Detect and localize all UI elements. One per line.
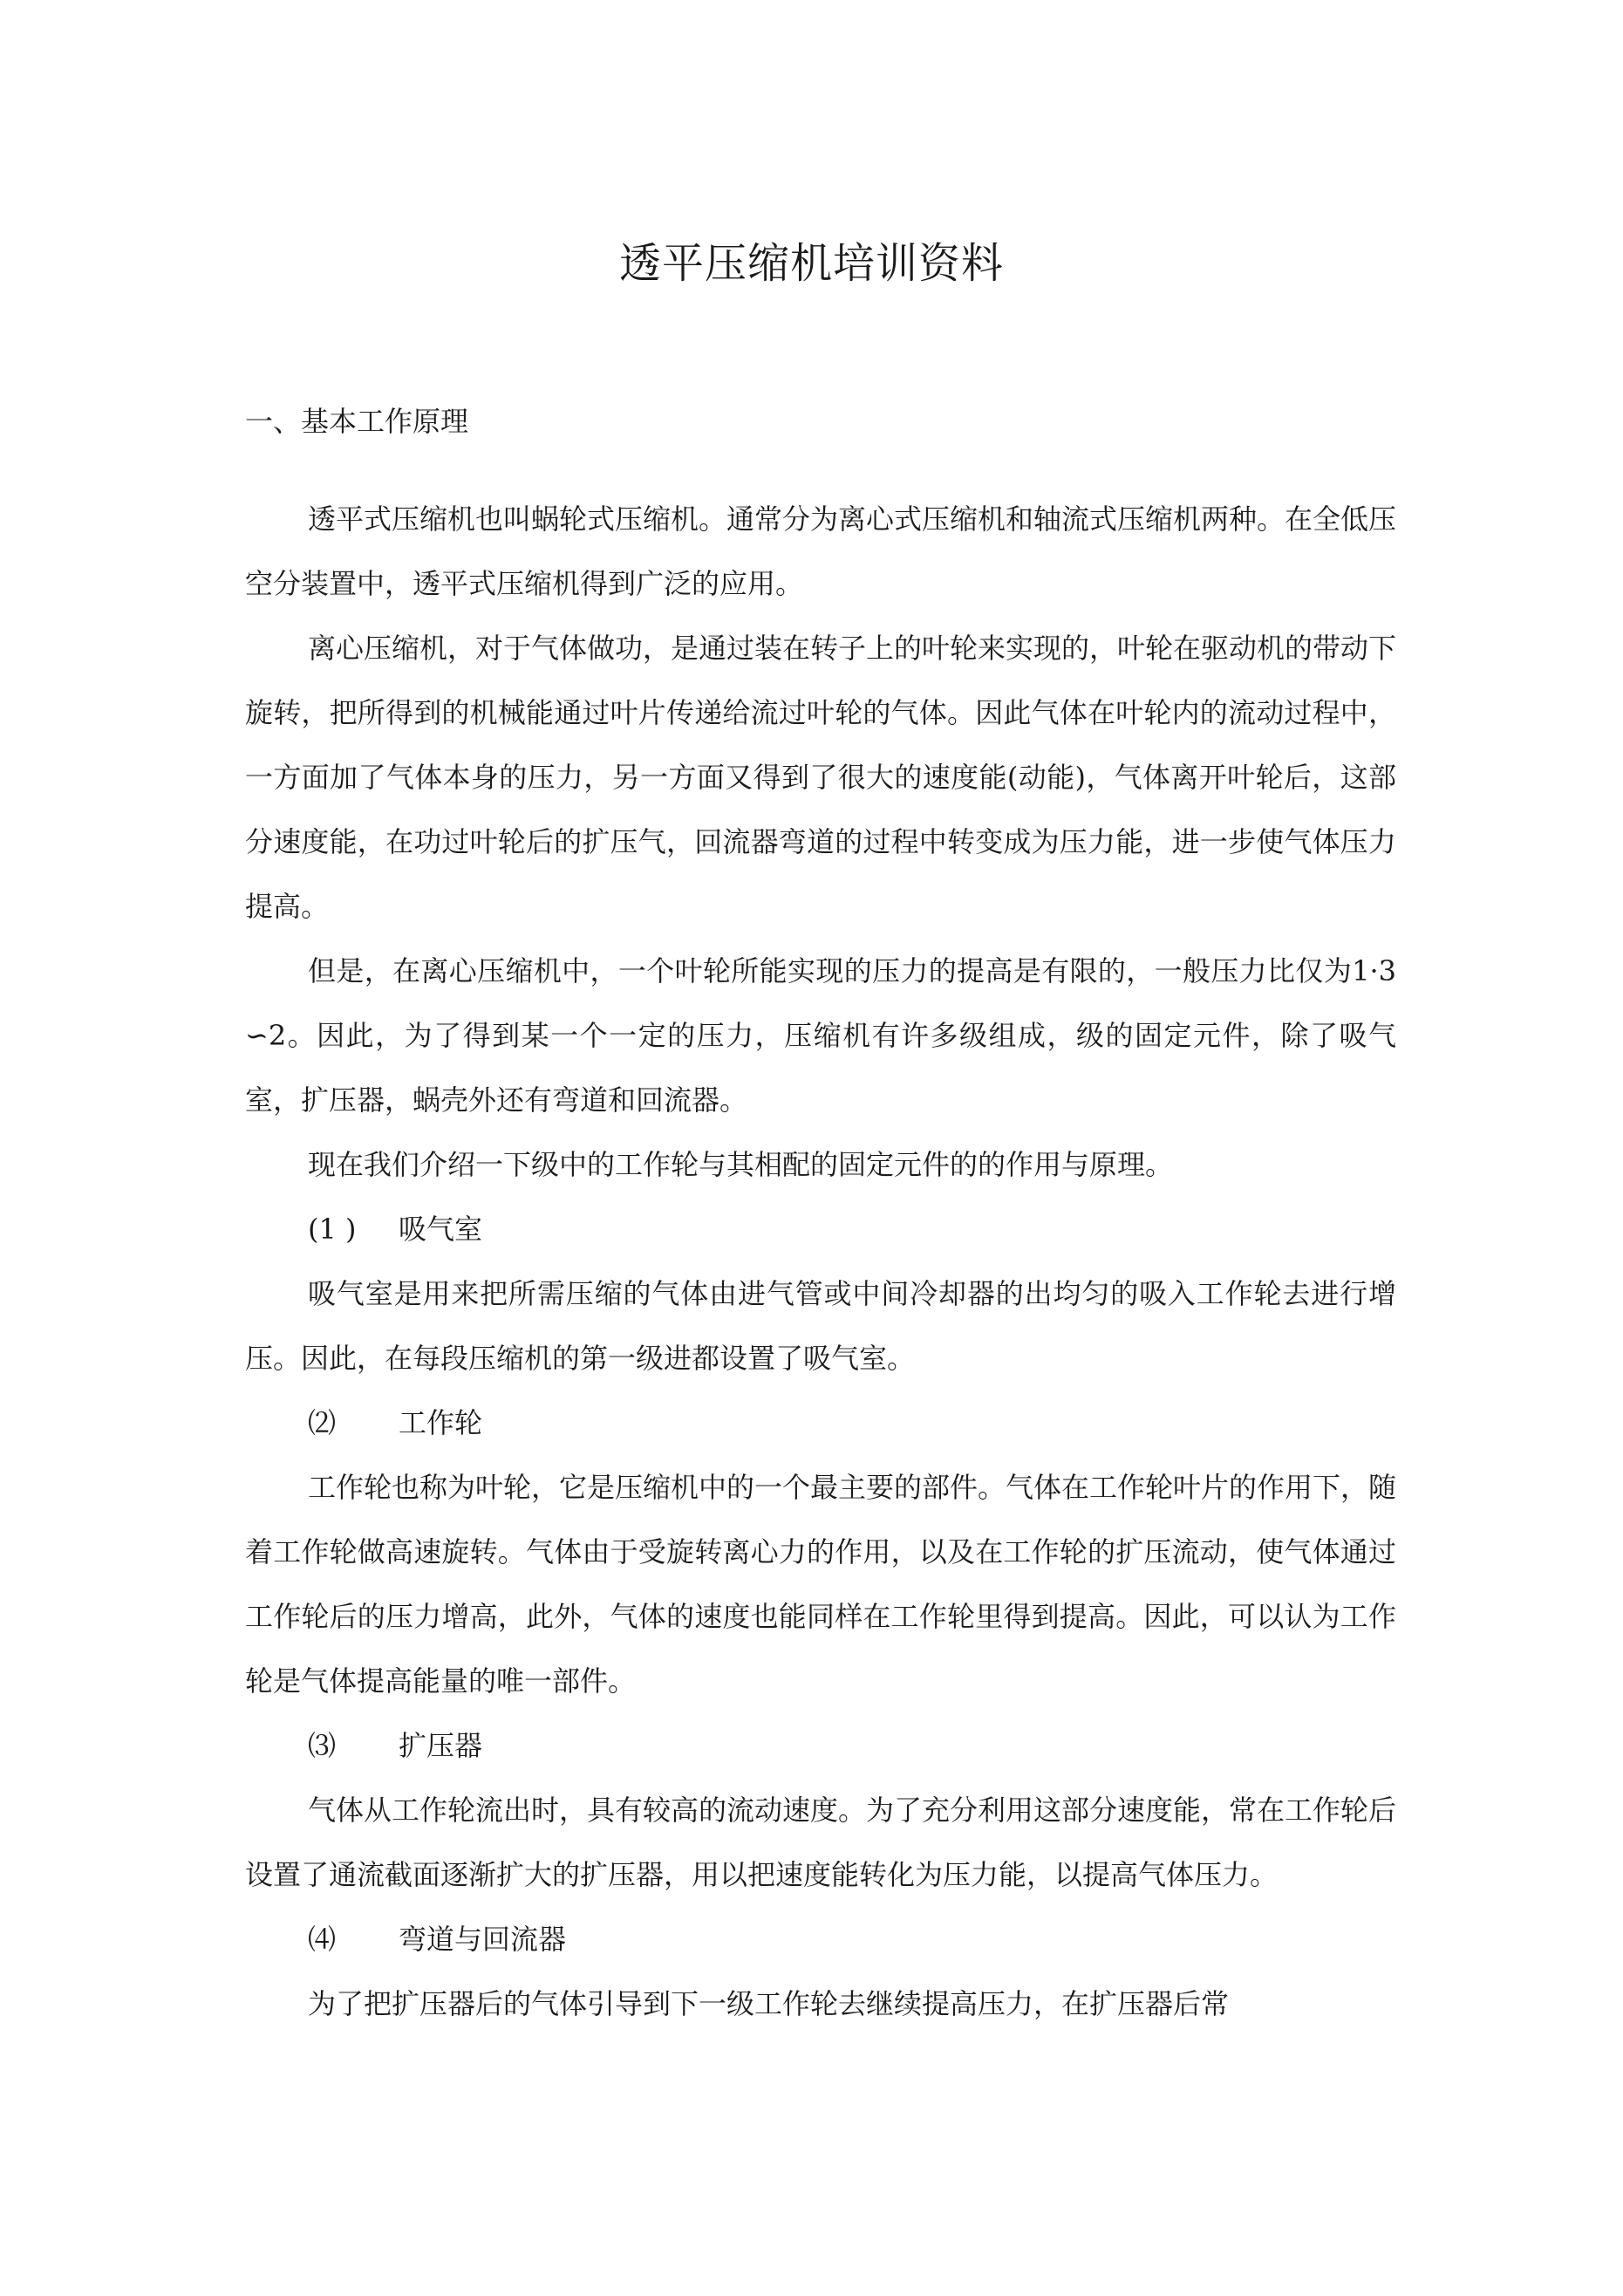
paragraph-suction-chamber: 吸气室是用来把所需压缩的气体由进气管或中间冷却器的出均匀的吸入工作轮去进行增压。因此，在每段压缩机的第一级进都设置了吸气室。 (245, 1277, 1396, 1375)
document-title: 透平压缩机培训资料 (618, 239, 1004, 288)
subheading-label: 吸气室 (399, 1213, 483, 1246)
paragraph-bend-and-return-channel: 为了把扩压器后的气体引导到下一级工作轮去继续提高压力，在扩压器后常 (308, 1987, 1230, 2020)
subheading-number: ⑷ (308, 1923, 337, 1956)
subheading-label: 工作轮 (399, 1406, 483, 1439)
paragraph-pressure-ratio: 但是，在离心压缩机中，一个叶轮所能实现的压力的提高是有限的，一般压力比仅为1·3∽2。因此，为了得到某一个一定的压力，压缩机有许多级组成，级的固定元件，除了吸气室，扩压器，蜗壳外还有弯道和回流器。 (245, 954, 1396, 1117)
subheading-number: (1 ) (308, 1213, 357, 1246)
subheading-label: 扩压器 (399, 1729, 483, 1762)
paragraph-impeller: 工作轮也称为叶轮，它是压缩机中的一个最主要的部件。气体在工作轮叶片的作用下，随着工作轮做高速旋转。气体由于受旋转离心力的作用，以及在工作轮的扩压流动，使气体通过工作轮后的压力增高，此外，气体的速度也能同样在工作轮里得到提高。因此，可以认为工作轮是气体提高能量的唯一部件。 (245, 1471, 1397, 1698)
section-heading: 一、基本工作原理 (245, 405, 469, 438)
paragraph-turbo-compressor-intro: 透平式压缩机也叫蜗轮式压缩机。通常分为离心式压缩机和轴流式压缩机两种。在全低压空分装置中，透平式压缩机得到广泛的应用。 (245, 502, 1397, 600)
subheading-suction-chamber (245, 1197, 1396, 1261)
paragraph-centrifugal-compressor: 离心压缩机，对于气体做功，是通过装在转子上的叶轮来实现的，叶轮在驱动机的带动下旋转，把所得到的机械能通过叶片传递给流过叶轮的气体。因此气体在叶轮内的流动过程中，一方面加了气体本身的压力，另一方面又得到了很大的速度能(动能)，气体离开叶轮后，这部分速度能，在功过叶轮后的扩压气，回流器弯道的过程中转变成为压力能，进一步使气体压力提高。 (245, 632, 1397, 923)
paragraph-diffuser: 气体从工作轮流出时，具有较高的流动速度。为了充分利用这部分速度能，常在工作轮后设置了通流截面逐渐扩大的扩压器，用以把速度能转化为压力能，以提高气体压力。 (245, 1794, 1397, 1891)
subheading-number: ⑶ (308, 1729, 337, 1762)
subheading-diffuser (245, 1713, 1396, 1778)
document-body (245, 389, 1396, 2036)
subheading-bend-and-return-channel (245, 1907, 1396, 1971)
paragraph-components-intro: 现在我们介绍一下级中的工作轮与其相配的固定元件的的作用与原理。 (308, 1148, 1174, 1181)
subheading-number: ⑵ (308, 1406, 337, 1439)
subheading-label: 弯道与回流器 (399, 1923, 567, 1956)
subheading-impeller (245, 1391, 1396, 1455)
